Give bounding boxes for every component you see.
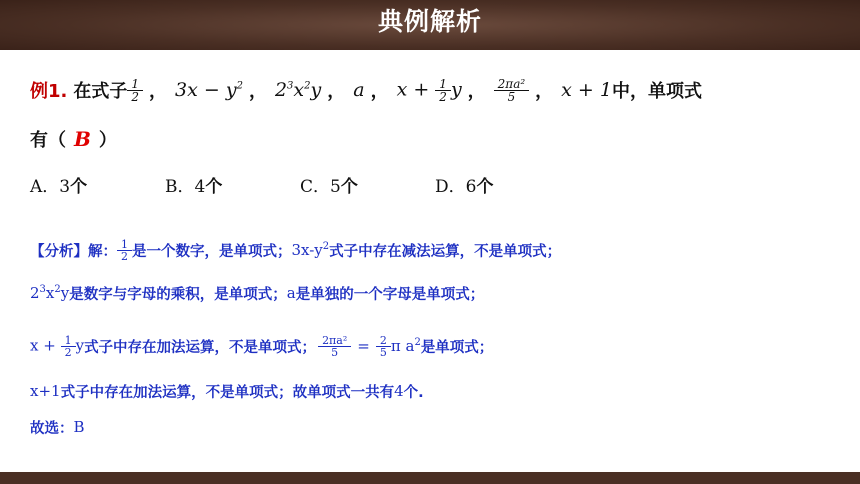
term-4: a bbox=[353, 79, 365, 101]
analysis-expr-1: $3x-y^2$ bbox=[291, 241, 330, 259]
term-2: $3x - y^2$ bbox=[175, 79, 243, 101]
question-line-1: 例1. 在式子 $\frac{1}{2}$ ， $3x - y^2$ ， $2^3x^2y$ ， a ， x + $\frac{1}{2}$ y ， $\frac{\text{2πa²}}{5}$ ， x + 1 中，单项式 bbox=[30, 76, 702, 104]
analysis-conclusion: 故选： B bbox=[30, 418, 85, 437]
term-7: x + 1 bbox=[561, 79, 612, 101]
term-fraction-1: $\frac{1}{2}$ bbox=[129, 78, 141, 103]
analysis-line-3: x + $\frac{1}{2}$ y 式子中存在加法运算，不是单项式； $\frac{\text{2πa²}}{5}$ = $\frac{2}{5}$ π $a^2$ 是单项式； bbox=[30, 333, 494, 359]
analysis-expr-2: $2^3x^2y$ bbox=[30, 284, 70, 302]
header-bar bbox=[0, 0, 860, 50]
analysis-line-2: $2^3x^2y$ 是数字与字母的乘积，是单项式； a 是单独的一个字母是单项式； bbox=[30, 284, 485, 303]
footer-bar bbox=[0, 472, 860, 484]
choice-a[interactable]: A．3个 bbox=[30, 177, 88, 197]
question-suffix: 中，单项式 bbox=[611, 81, 702, 102]
final-answer: B bbox=[73, 418, 85, 436]
analysis-expr-3: x + $\frac{1}{2}$ y bbox=[30, 333, 85, 359]
choice-d[interactable]: D．6个 bbox=[435, 177, 494, 197]
analysis-fraction-2pia2: $\frac{\text{2πa²}}{5}$ bbox=[320, 335, 349, 358]
analysis-fraction-half: $\frac{1}{2}$ bbox=[119, 239, 130, 262]
term-fraction-6: $\frac{\text{2πa²}}{5}$ bbox=[496, 78, 528, 103]
question-prefix: 在式子 bbox=[73, 81, 128, 102]
analysis-line-4: x+1 式子中存在加法运算，不是单项式；故单项式一共有 4 个. bbox=[30, 382, 424, 401]
example-label: 例1. bbox=[30, 81, 68, 102]
analysis-var-a: a bbox=[286, 284, 296, 302]
term-5: x + $\frac{1}{2}$ y bbox=[396, 76, 462, 104]
term-3: $2^3x^2y$ bbox=[274, 79, 322, 101]
analysis-line-1: 【分析】 解： $\frac{1}{2}$ 是一个数字，是单项式； $3x-y^2$ 式子中存在减法运算，不是单项式； bbox=[30, 237, 562, 263]
solve-label: 解： bbox=[88, 243, 117, 260]
analysis-tag: 【分析】 bbox=[30, 243, 88, 260]
choice-b[interactable]: B．4个 bbox=[165, 177, 223, 197]
answer-mark: B bbox=[74, 127, 91, 151]
question-line-2: 有（ B ） bbox=[30, 127, 117, 151]
page-title: 典例解析 bbox=[377, 7, 482, 36]
analysis-expr-4: x+1 bbox=[30, 382, 61, 400]
choice-c[interactable]: C．5个 bbox=[300, 177, 358, 197]
choices-row bbox=[30, 172, 570, 197]
analysis-fraction-2-5: $\frac{2}{5}$ bbox=[378, 335, 389, 358]
